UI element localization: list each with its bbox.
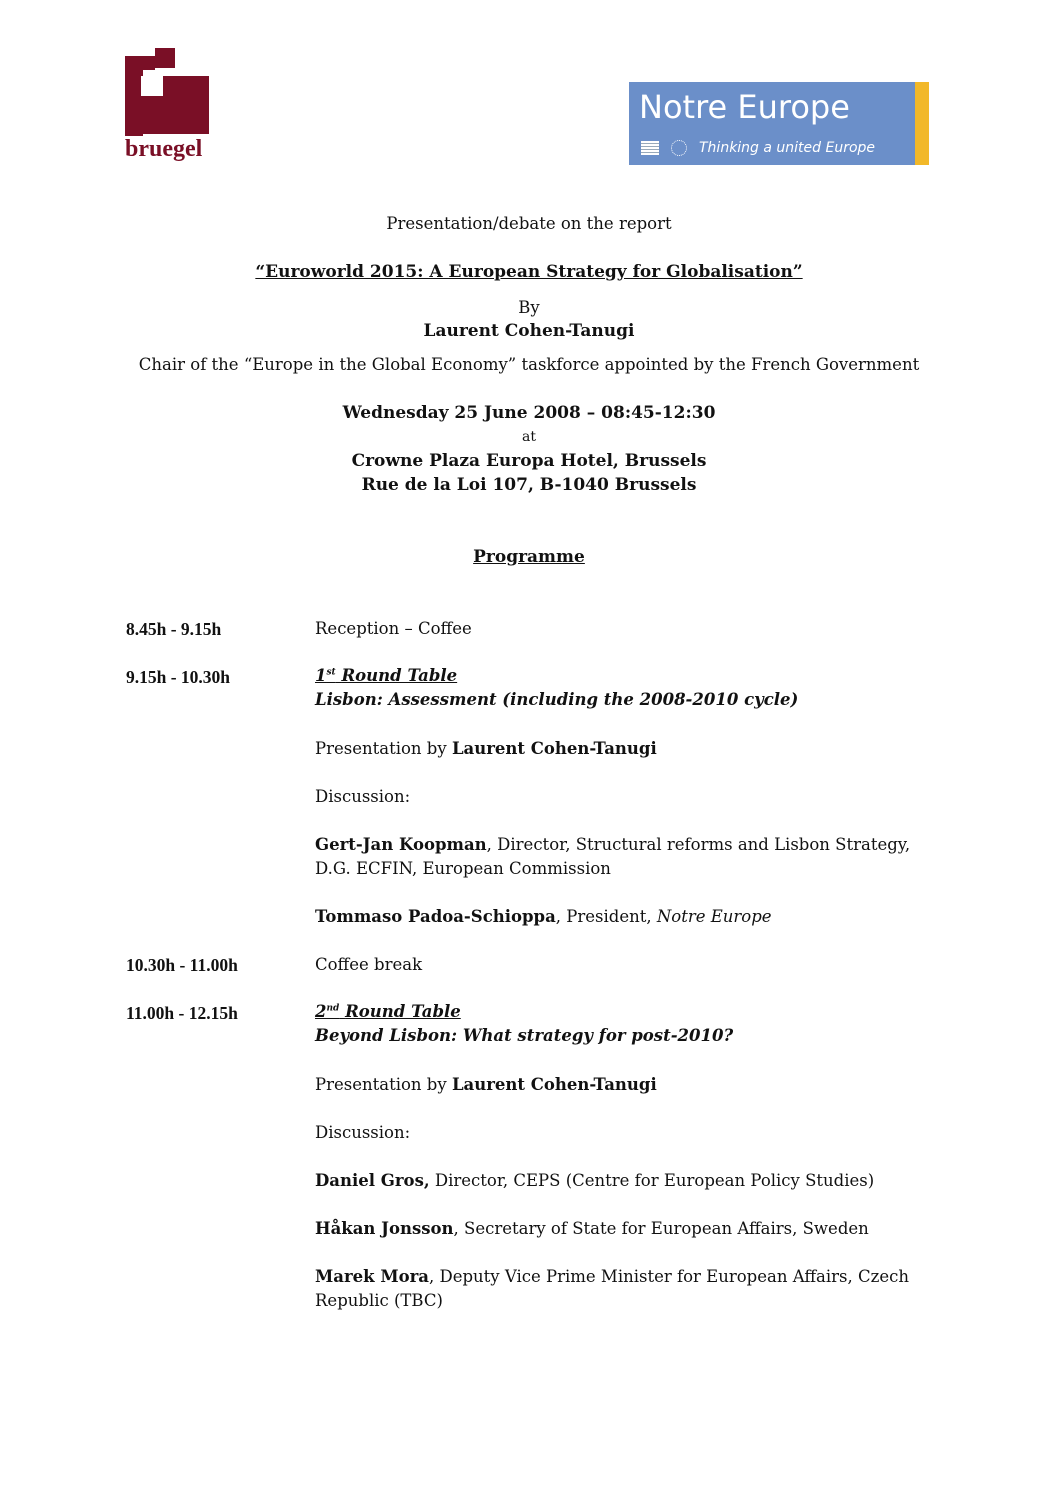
address: Rue de la Loi 107, B-1040 Brussels	[361, 475, 697, 495]
rt-num: 2	[315, 1002, 327, 1021]
p2-name: Tommaso Padoa-Schioppa	[315, 907, 556, 926]
p1-role: Director, CEPS (Centre for European Policy Studies)	[429, 1171, 875, 1190]
text: Reception – Coffee	[315, 619, 472, 638]
notre-europe-logo	[629, 82, 929, 165]
stars-icon	[671, 140, 687, 156]
p1-role2: D.G. ECFIN, European Commission	[315, 859, 611, 878]
pres-name: Laurent Cohen-Tanugi	[451, 739, 657, 758]
event-date: Wednesday 25 June 2008 – 08:45-12:30	[342, 403, 716, 423]
notre-europe: Notre Europe	[639, 88, 850, 126]
rt-sup: st	[326, 667, 336, 678]
programme-heading: Programme	[473, 547, 585, 567]
p3-role2: Republic (TBC)	[315, 1291, 443, 1310]
notre-europe-tagline: Thinking a united Europe	[699, 140, 876, 156]
author-role: Chair of the “Europe in the Global Economy” taskforce appointed by the French Government	[138, 355, 920, 374]
p1-name: Gert-Jan Koopman	[315, 835, 487, 854]
venue: Crowne Plaza Europa Hotel, Brussels	[351, 451, 707, 471]
p2-role: , President,	[555, 907, 657, 926]
pres-name: Laurent Cohen-Tanugi	[451, 1075, 657, 1094]
at-label: at	[522, 429, 536, 445]
subtitle: Beyond Lisbon: What strategy for post-2010?	[315, 1026, 734, 1045]
p3-role: , Deputy Vice Prime Minister for European Affairs, Czech	[428, 1267, 909, 1286]
rt-label: Round Table	[341, 666, 458, 685]
bruegel-logo	[125, 48, 220, 166]
discussion: Discussion:	[315, 787, 411, 806]
pres-prefix: Presentation by	[315, 739, 452, 758]
p2-org: Notre Europe	[656, 907, 772, 926]
rt-label: Round Table	[345, 1002, 461, 1021]
rt-sup: nd	[326, 1003, 340, 1014]
time: 10.30h - 11.00h	[126, 955, 238, 975]
by-label: By	[518, 298, 540, 317]
time: 11.00h - 12.15h	[126, 1003, 238, 1023]
subtitle: Lisbon: Assessment (including the 2008-2010 cycle)	[315, 690, 799, 709]
time: 9.15h - 10.30h	[126, 667, 231, 687]
p2-role: , Secretary of State for European Affairs, Sweden	[453, 1219, 869, 1238]
p1-role: , Director, Structural reforms and Lisbon Strategy,	[486, 835, 911, 854]
p2-name: Håkan Jonsson	[315, 1219, 454, 1238]
discussion: Discussion:	[315, 1123, 411, 1142]
bruegel: bruegel	[125, 136, 203, 162]
text: Coffee break	[315, 955, 423, 974]
p3-name: Marek Mora	[315, 1267, 429, 1286]
p1-name: Daniel Gros,	[315, 1171, 430, 1190]
rt-num: 1	[315, 666, 327, 685]
pres-prefix: Presentation by	[315, 1075, 452, 1094]
report-title: “Euroworld 2015: A European Strategy for Globalisation”	[255, 262, 803, 282]
time: 8.45h - 9.15h	[126, 619, 222, 639]
intro: Presentation/debate on the report	[386, 214, 672, 233]
flag-icon	[641, 141, 659, 155]
author: Laurent Cohen-Tanugi	[423, 321, 635, 341]
